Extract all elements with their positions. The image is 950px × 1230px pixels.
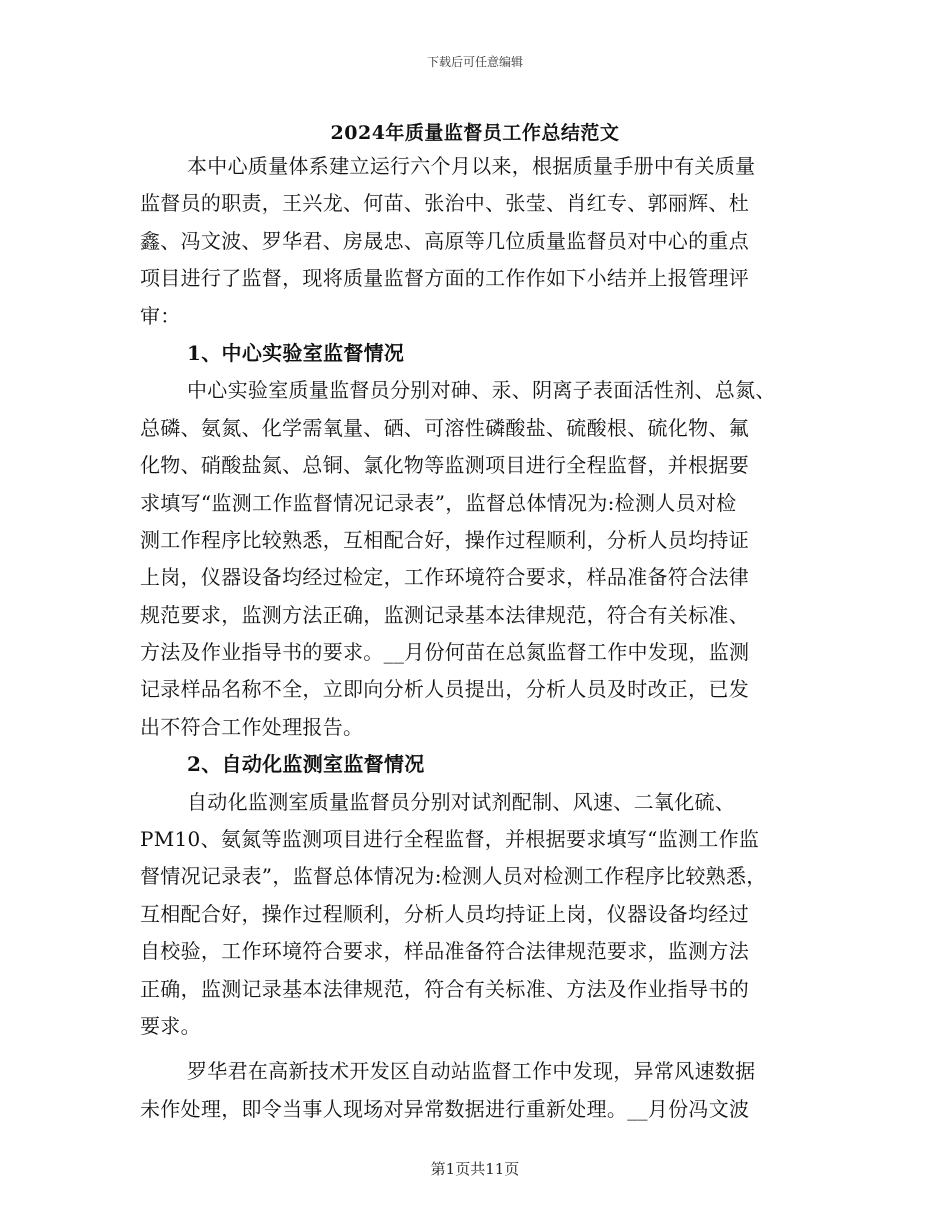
paragraph-line: 方法及作业指导书的要求。__月份何苗在总氮监督工作中发现，监测 [140,640,750,665]
paragraph-line: 督情况记录表”，监督总体情况为:检测人员对检测工作程序比较熟悉， [140,864,767,889]
page-number-footer: 第1页共11页 [430,1160,520,1178]
paragraph-line: PM10、氨氮等监测项目进行全程监督，并根据要求填写“监测工作监 [140,827,760,852]
paragraph-line: 化物、硝酸盐氮、总铜、氯化物等监测项目进行全程监督，并根据要 [140,453,749,478]
document-body [140,148,820,1128]
page-header: 下载后可任意编辑 [426,55,523,69]
section-automation-paragraph [140,784,820,1046]
paragraph-line: 正确，监测记录基本法律规范，符合有关标准、方法及作业指导书的 [140,976,749,1001]
paragraph-spacer [140,1045,820,1053]
section-heading-lab: 1、中心实验室监督情况 [187,340,405,365]
paragraph-line: 罗华君在高新技术开发区自动站监督工作中发现，异常风速数据 [187,1059,756,1084]
paragraph-line: 鑫、冯文波、罗华君、房晟忠、高原等几位质量监督员对中心的重点 [140,228,749,253]
paragraph-line: 审： [140,303,181,328]
paragraph-line: 求填写“监测工作监督情况记录表”，监督总体情况为:检测人员对检 [140,490,737,515]
paragraph-line: 出不符合工作处理报告。 [140,714,364,739]
section-automation-paragraph-2 [140,1053,820,1128]
paragraph-line: 中心实验室质量监督员分别对砷、汞、阴离子表面活性剂、总氮、 [187,378,776,403]
paragraph-line: 自校验，工作环境符合要求，样品准备符合法律规范要求，监测方法 [140,939,749,964]
paragraph-line: 测工作程序比较熟悉，互相配合好，操作过程顺利，分析人员均持证 [140,527,749,552]
section-heading-automation: 2、自动化监测室监督情况 [187,752,425,777]
paragraph-line: 规范要求，监测方法正确，监测记录基本法律规范，符合有关标准、 [140,602,749,627]
section-lab-paragraph [140,372,820,746]
paragraph-line: 本中心质量体系建立运行六个月以来，根据质量手册中有关质量 [187,154,756,178]
paragraph-line: 互相配合好，操作过程顺利，分析人员均持证上岗，仪器设备均经过 [140,901,749,926]
document-title: 2024年质量监督员工作总结范文 [330,122,620,144]
paragraph-line: 要求。 [140,1013,201,1038]
paragraph-line: 上岗，仪器设备均经过检定，工作环境符合要求，样品准备符合法律 [140,565,749,590]
paragraph-line: 项目进行了监督，现将质量监督方面的工作作如下小结并上报管理评 [140,266,749,291]
paragraph-line: 未作处理，即令当事人现场对异常数据进行重新处理。__月份冯文波 [140,1096,750,1121]
paragraph-line: 总磷、氨氮、化学需氧量、硒、可溶性磷酸盐、硫酸根、硫化物、氟 [140,415,749,440]
intro-paragraph [140,148,820,335]
paragraph-line: 自动化监测室质量监督员分别对试剂配制、风速、二氧化硫、 [187,789,736,814]
paragraph-line: 记录样品名称不全，立即向分析人员提出，分析人员及时改正，已发 [140,677,749,702]
paragraph-line: 监督员的职责，王兴龙、何苗、张治中、张莹、肖红专、郭丽辉、杜 [140,191,749,216]
